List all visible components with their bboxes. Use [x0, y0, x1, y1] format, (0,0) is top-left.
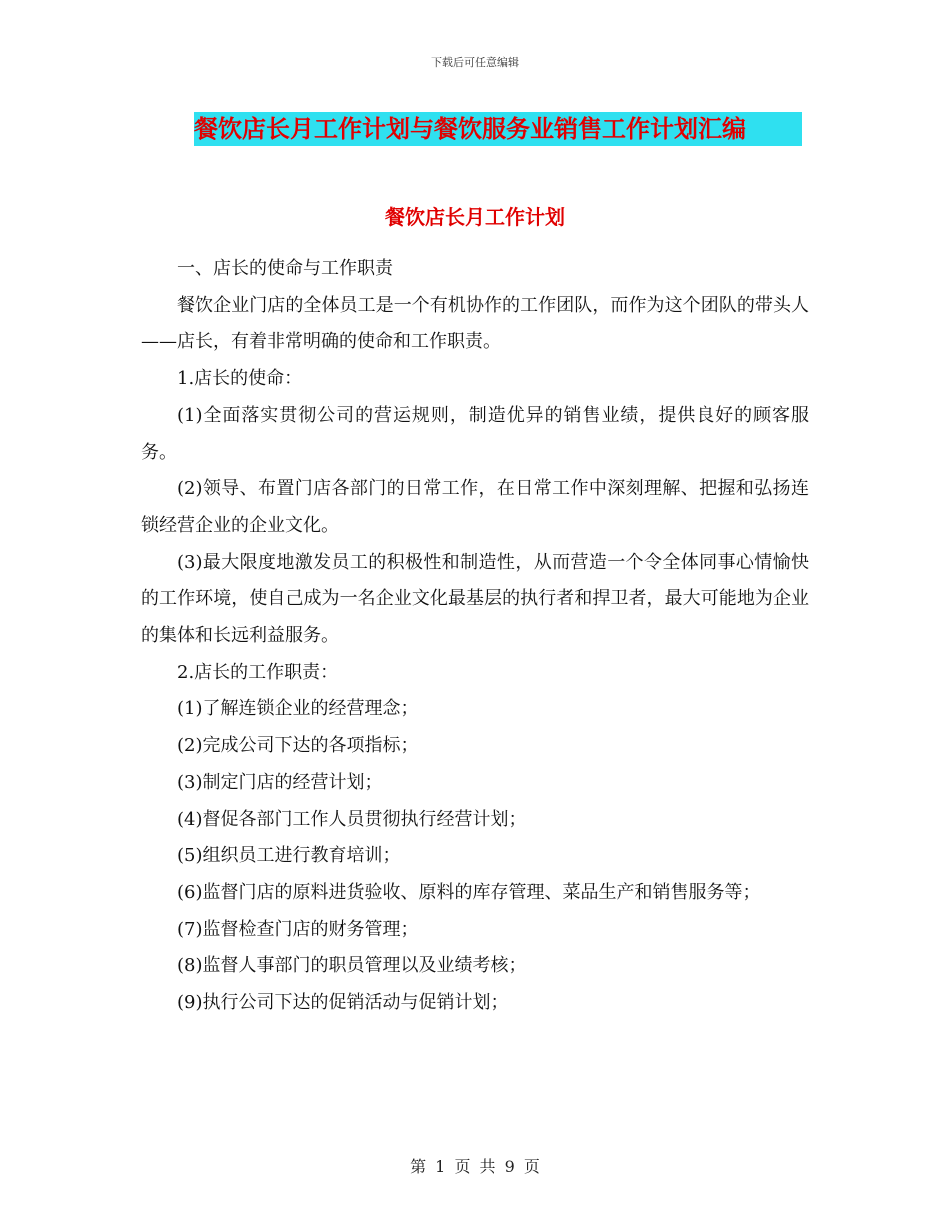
list-item: (3)制定门店的经营计划；: [177, 771, 383, 793]
list-item: (9)执行公司下达的促销活动与促销计划；: [177, 992, 509, 1014]
list-item: (4)督促各部门工作人员贯彻执行经营计划；: [177, 808, 527, 830]
list-item: (1)了解连锁企业的经营理念；: [177, 698, 419, 720]
list-item: (2)领导、布置门店各部门的日常工作，在日常工作中深刻理解、把握和弘扬连锁经营企业的企业文化。: [141, 478, 809, 536]
list-heading: 2.店长的工作职责：: [177, 661, 339, 683]
section-heading: 一、店长的使命与工作职责: [177, 258, 393, 279]
document-body: [141, 251, 809, 1022]
list-item: (8)监督人事部门的职员管理以及业绩考核；: [177, 955, 527, 977]
header-note: 下载后可任意编辑: [431, 56, 519, 69]
list-item: (3)最大限度地激发员工的积极性和制造性，从而营造一个令全体同事心情愉快的工作环境，使自己成为一名企业文化最基层的执行者和捍卫者，最大可能地为企业的集体和长远利益服务。: [141, 551, 809, 647]
section-title: 餐饮店长月工作计划: [385, 205, 565, 229]
page-number: 第 1 页 共 9 页: [410, 1157, 540, 1176]
list-item: (1)全面落实贯彻公司的营运规则，制造优异的销售业绩，提供良好的顾客服务。: [141, 404, 809, 463]
paragraph: 餐饮企业门店的全体员工是一个有机协作的工作团队，而作为这个团队的带头人——店长，有着非常明确的使命和工作职责。: [141, 294, 809, 353]
list-item: (6)监督门店的原料进货验收、原料的库存管理、菜品生产和销售服务等；: [177, 881, 761, 903]
list-heading: 1.店长的使命：: [177, 368, 303, 390]
list-item: (2)完成公司下达的各项指标；: [177, 735, 419, 757]
list-item: (7)监督检查门店的财务管理；: [177, 918, 419, 940]
list-item: (5)组织员工进行教育培训；: [177, 845, 401, 867]
document-title: 餐饮店长月工作计划与餐饮服务业销售工作计划汇编: [194, 112, 802, 146]
